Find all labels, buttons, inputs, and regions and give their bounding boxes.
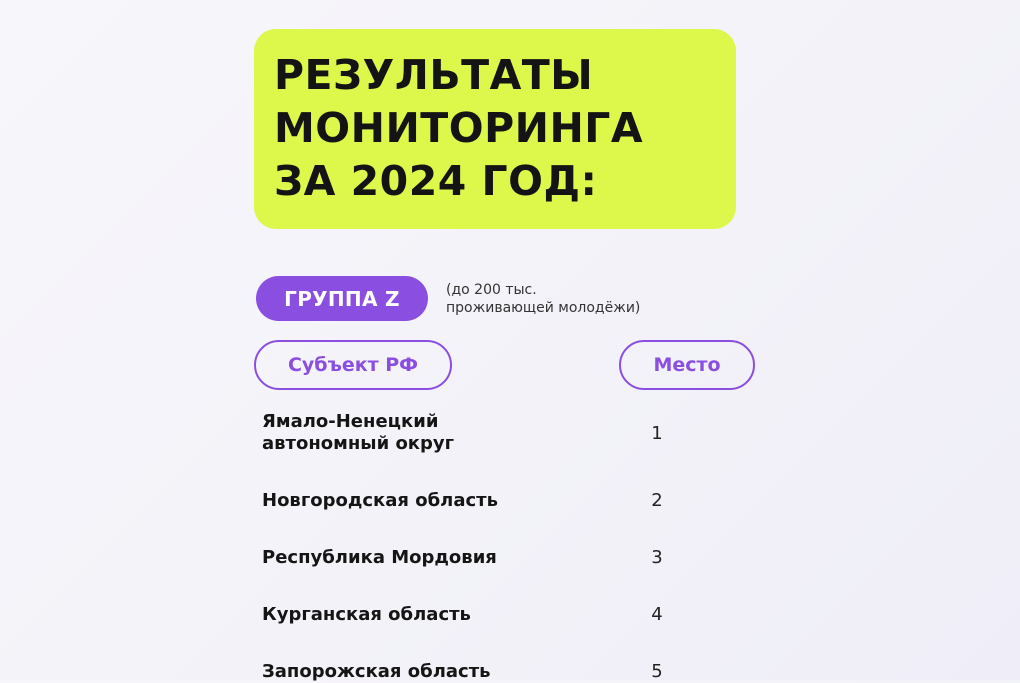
row-subject-name-line-1: Республика Мордовия [262,547,497,568]
row-place-value: 3 [651,547,663,568]
row-subject-name [262,490,582,512]
row-subject-name-line-1: Запорожская область [262,661,491,682]
title-line-1: РЕЗУЛЬТАТЫ [274,51,594,99]
row-subject-name-line-1: Новгородская область [262,490,498,511]
row-subject-name-line-2: автономный округ [262,433,455,454]
column-header-place: Место [619,340,755,390]
row-place-value: 5 [651,661,663,682]
row-place-value: 4 [651,604,663,625]
group-badge: ГРУППА Z [256,276,428,321]
row-place-value: 2 [651,490,663,511]
group-note-line-2: проживающей молодёжи) [446,300,641,316]
group-note-line-1: (до 200 тыс. [446,282,537,298]
row-subject-name-line-1: Ямало-Ненецкий [262,411,439,432]
group-note [446,281,640,317]
title-line-2: МОНИТОРИНГА [274,104,644,152]
title-card [254,29,736,229]
row-subject-name [262,547,582,569]
row-subject-name-line-1: Курганская область [262,604,471,625]
row-subject-name [262,411,582,455]
column-header-subject: Субъект РФ [254,340,452,390]
title-line-3: ЗА 2024 ГОД: [274,157,598,205]
row-place-value: 1 [651,423,663,444]
row-subject-name [262,604,582,626]
